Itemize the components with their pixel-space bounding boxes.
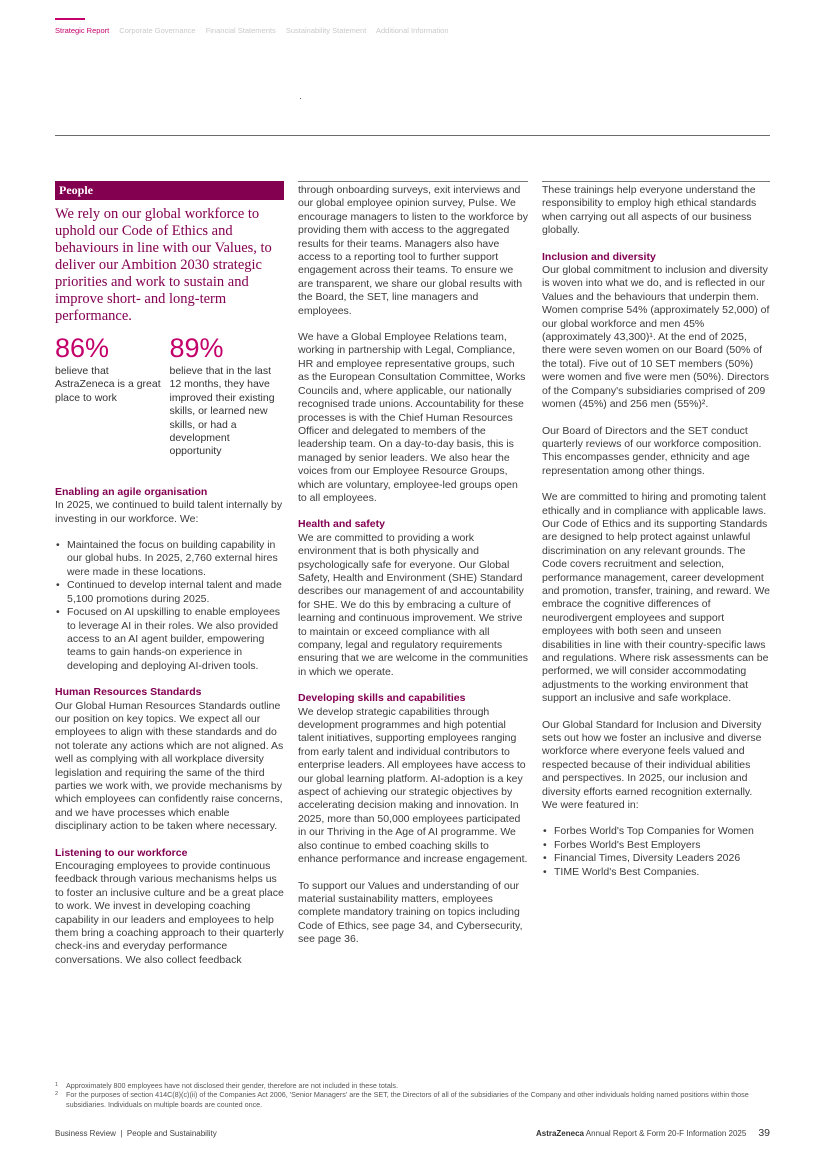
nav-sustainability-statement[interactable]: Sustainability Statement [285, 26, 367, 35]
list-item: • Forbes World's Best Employers [554, 839, 770, 852]
section-label: People [55, 181, 284, 200]
listening-text: Encouraging employees to provide continuous feedback through various mechanisms helps us to foster an inclusive culture and be a great place to work. We invest in developing coaching capability in our leaders and employees to help them bring a coaching approach to their quarterly check-ins and everyday performance conversations. We also collect feedback [55, 860, 284, 966]
stat-description: believe that in the last 12 months, they have improved their existing skills, or learned new skills, or had a development opportunity [169, 365, 275, 458]
list-item: • Maintained the focus on building capability in our global hubs. In 2025, 2,760 external hires were made in these locations. [67, 539, 284, 579]
paragraph: We have a Global Employee Relations team, working in partnership with Legal, Compliance, HR and employee representative groups, such as the European Consultation Committee, Works Councils and, where applicable, our nationally recognised trade unions. Accountability for these processes is with the Chief Human Resources Officer and delegated to members of the leadership team. On a day-to-day basis, this is managed by senior leaders. We also hear the voices from our Employee Resource Groups, which are voluntary, employee-led groups open to all employees. [298, 331, 526, 504]
lead-statement: We rely on our global workforce to uphold our Code of Ethics and behaviours in line with our Values, to deliver our Ambition 2030 strategic priorities and work to sustain and improve short- and long-term performance. [55, 206, 272, 324]
list-item: • Focused on AI upskilling to enable employees to leverage AI in their roles. We also provided access to an AI agent builder, empowering teams to gain hands-on experience in developing and deploying AI-driven tools. [67, 606, 284, 673]
stray-dot [300, 98, 301, 99]
list-item: • Financial Times, Diversity Leaders 2026 [554, 852, 770, 865]
heading-inclusion-diversity: Inclusion and diversity [542, 250, 656, 263]
footer-report-title: Annual Report & Form 20-F Information 2025 [584, 1129, 747, 1138]
active-tab-indicator [55, 18, 85, 20]
column-1 [55, 181, 284, 967]
paragraph: Our Board of Directors and the SET conduct quarterly reviews of our workforce composition. This encompasses gender, ethnicity and age representation among other things. [542, 424, 762, 477]
footnote-mark: 2 [55, 1091, 59, 1098]
page-number: 39 [758, 1127, 770, 1139]
paragraph: These trainings help everyone understand the responsibility to employ high ethical standards when carrying out all aspects of our business globally. [542, 184, 757, 237]
list-item: • TIME World's Best Companies. [554, 866, 770, 879]
footer-report-info [536, 1127, 770, 1139]
header-divider [55, 135, 770, 136]
footnote [55, 1081, 770, 1090]
agile-list [55, 539, 284, 673]
awards-list [542, 825, 770, 879]
heading-hr-standards: Human Resources Standards [55, 686, 202, 699]
inclusion-text: Our global commitment to inclusion and diversity is woven into what we do, and is reflected in our Values and the behaviours that underpin them. Women comprise 54% (approximately 52,000) of our global workforce and men 45% (approximately 43,300)¹. At the end of 2025, there were seven women on our Board (50% of the total). Five out of 10 SET members (50%) were women and five were men (50%). Directors of the Company's subsidiaries comprised of 209 women (45%) and 256 men (55%)². [542, 264, 770, 411]
stat-description: believe that AstraZeneca is a great place to work [55, 365, 161, 404]
footnote [55, 1090, 770, 1109]
footnote-text: Approximately 800 employees have not disclosed their gender, therefore are not included in these totals. [66, 1081, 399, 1090]
paragraph: Our Global Standard for Inclusion and Diversity sets out how we foster an inclusive and diverse workforce where everyone feels valued and respected because of their individual abilities and perspectives. In 2025, our inclusion and diversity efforts earned recognition externally. We were featured in: [542, 718, 762, 812]
stat-value: 89% [169, 333, 224, 363]
paragraph: We are committed to hiring and promoting talent ethically and in compliance with applicable laws. Our Code of Ethics and its supporting Standards are designed to help protect against unlawful discrimination on any relevant grounds. The Code covers recruitment and selection, performance management, career development and promotion, transfer, training, and reward. We embrace the cognitive differences of neurodivergent employees and support employees with both seen and unseen disabilities in line with their country-specific laws and regulations. Where risk assessments can be performed, we will consider accommodating adjustments to the working environment that support an inclusive and safe workplace. [542, 491, 771, 705]
stat-1 [55, 333, 170, 459]
list-item: • Forbes World's Top Companies for Women [554, 825, 770, 838]
footer-brand: AstraZeneca [535, 1129, 584, 1138]
health-safety-text: We are committed to providing a work environment that is both physically and psychologically safe for everyone. Our Global Safety, Health and Environment (SHE) Standard describes our management of and accountability for SHE. We do this by embracing a culture of learning and continuous improvement. We strive to maintain or exceed compliance with all company, legal and regulatory requirements ensuring that we are welcome in the communities in which we operate. [298, 531, 528, 678]
stat-value: 86% [55, 333, 110, 363]
heading-health-safety: Health and safety [298, 518, 385, 531]
stats-row [55, 333, 284, 459]
heading-listening: Listening to our workforce [55, 846, 188, 859]
nav-financial-statements[interactable]: Financial Statements [205, 26, 276, 35]
footer-breadcrumb: Business Review | People and Sustainability [55, 1129, 217, 1138]
nav-corporate-governance[interactable]: Corporate Governance [119, 26, 196, 35]
nav-additional-information[interactable]: Additional Information [375, 26, 449, 35]
hr-standards-text: Our Global Human Resources Standards outline our position on key topics. We expect all our employees to align with these standards and do not tolerate any actions which are not aligned. As well as complying with all workplace diversity legislation and requiring the same of the third parties we work with, we provide mechanisms by which employees can confidently raise concerns, and we have processes which enable disciplinary action to be taken where necessary. [55, 699, 284, 833]
paragraph: To support our Values and understanding of our material sustainability matters, employees complete mandatory training on topics including Code of Ethics, see page 34, and Cybersecurity, see page 36. [298, 879, 523, 946]
footnote-mark: 1 [55, 1082, 59, 1088]
section-nav [55, 26, 457, 35]
nav-strategic-report[interactable]: Strategic Report [55, 26, 110, 35]
heading-developing-skills: Developing skills and capabilities [298, 692, 466, 705]
stat-2 [170, 333, 285, 459]
column-2 [298, 181, 528, 947]
list-item: • Continued to develop internal talent and made 5,100 promotions during 2025. [67, 579, 284, 606]
footnotes [55, 1081, 770, 1109]
footnote-text: For the purposes of section 414C(8)(c)(ii) of the Companies Act 2006, 'Senior Managers' are the SET, the Directors of all of the subsidiaries of the Company and other individuals holding named positions within those subsidiaries. Individuals on multiple boards are counted once. [66, 1090, 749, 1109]
heading-agile: Enabling an agile organisation [55, 485, 208, 498]
developing-skills-text: We develop strategic capabilities through development programmes and high potential talent initiatives, supporting employees ranging from early talent and individual contributors to enterprise leaders. All employees have access to our global learning platform. AI-adoption is a key aspect of achieving our strategic objectives by accelerating decision making and innovation. In 2025, more than 50,000 employees participated in our Thriving in the Age of AI programme. We also continue to embed coaching skills to enhance performance and increase engagement. [298, 705, 528, 866]
agile-intro: In 2025, we continued to build talent internally by investing in our workforce. We: [55, 499, 283, 525]
paragraph: through onboarding surveys, exit interviews and our global employee opinion survey, Pulse. We encourage managers to listen to the workforce by providing them with access to the aggregated results for their teams. Managers also have access to a reporting tool to further support engagement across their teams. To ensure we are transparent, we share our global results with the Board, the SET, line managers and employees. [298, 184, 528, 317]
column-3 [542, 181, 770, 879]
